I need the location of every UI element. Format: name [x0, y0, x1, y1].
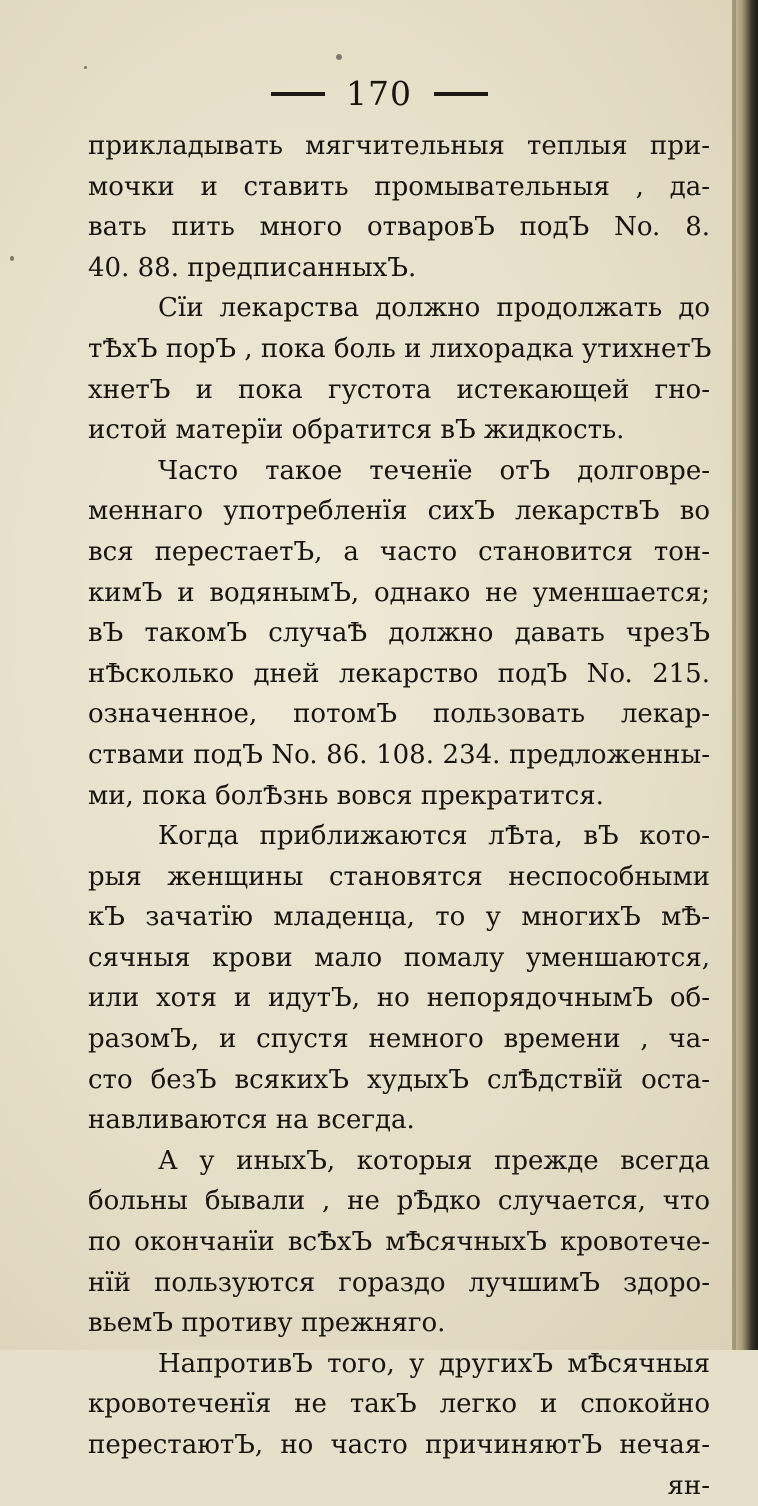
paragraph-first-line: А у иныхЪ, которыя прежде всегда: [158, 1145, 710, 1176]
text-line: кимЪ и водянымЪ, однако не уменшается;: [88, 577, 710, 608]
page-header: [0, 72, 758, 114]
text-line: больны бывали , не рѢдко случается, что: [88, 1186, 710, 1217]
text-line: ствами подЪ No. 86. 108. 234. предложенны-: [88, 739, 710, 770]
paragraph-first-line: Часто такое теченїе отЪ долговре-: [158, 455, 710, 486]
text-line: разомЪ, и спустя немного времени , ча-: [88, 1024, 710, 1055]
header-dash-left: [271, 92, 325, 96]
text-line: сячныя крови мало помалу уменшаются,: [88, 942, 710, 973]
text-line: кровотеченїя не такЪ легко и спокойно: [88, 1389, 710, 1420]
text-line: мочки и ставить промывательныя , да-: [88, 171, 710, 202]
page-number: 170: [346, 74, 412, 113]
catchword: ян-: [667, 1470, 710, 1501]
text-line: означенное, потомЪ пользовать лекар-: [88, 699, 710, 730]
text-line: нїй пользуются гораздо лучшимЪ здоро-: [88, 1267, 710, 1298]
text-line: рыя женщины становятся неспособными: [88, 861, 710, 892]
text-line: вЪ такомЪ случаѢ должно давать чрезЪ: [88, 618, 710, 649]
text-line: вся перестаетЪ, а часто становится тон-: [88, 536, 710, 567]
text-line: по окончанїи всѢхЪ мѢсячныхЪ кровотече-: [88, 1227, 710, 1258]
text-line: или хотя и идутЪ, но непорядочнымЪ об-: [88, 983, 710, 1014]
body-text: [88, 126, 710, 1506]
text-line: ми, пока болѢзнь вовся прекратится.: [88, 780, 604, 811]
paragraph-first-line: Сїи лекарства должно продолжать до: [158, 293, 710, 324]
ink-speck: [336, 54, 342, 60]
page-edge-line: [732, 0, 736, 1350]
ink-speck: [84, 66, 87, 69]
paragraph-first-line: НапротивЪ того, у другихЪ мѢсячныя: [158, 1348, 710, 1379]
text-line: прикладывать мягчительныя теплыя при-: [88, 131, 710, 161]
text-line: вьемЪ противу прежняго.: [88, 1308, 446, 1339]
text-line: вать пить много отваровЪ подЪ No. 8.: [88, 212, 710, 243]
text-line: меннаго употребленїя сихЪ лекарствЪ во: [88, 496, 710, 527]
text-line: истой матерїи обратится вЪ жидкость.: [88, 415, 625, 446]
header-dash-right: [434, 92, 488, 96]
paragraph-first-line: Когда приближаются лѢта, вЪ кото-: [158, 821, 710, 852]
text-line: перестаютЪ, но часто причиняютЪ нечая-: [88, 1430, 710, 1460]
text-line: кЪ зачатїю младенца, то у многихЪ мѢ-: [88, 902, 710, 933]
text-line: хнетЪ и пока густота истекающей гно-: [88, 374, 710, 405]
text-line: сто безЪ всякихЪ худыхЪ слѢдствїй оста-: [88, 1064, 710, 1095]
ink-speck: [10, 256, 14, 261]
text-line: нѢсколько дней лекарство подЪ No. 215.: [88, 658, 710, 689]
text-line: тѢхЪ порЪ , пока боль и лихорадка утихнетЪ: [88, 333, 712, 364]
text-line: 40. 88. предписанныхЪ.: [88, 252, 417, 283]
text-line: навливаются на всегда.: [88, 1105, 415, 1136]
